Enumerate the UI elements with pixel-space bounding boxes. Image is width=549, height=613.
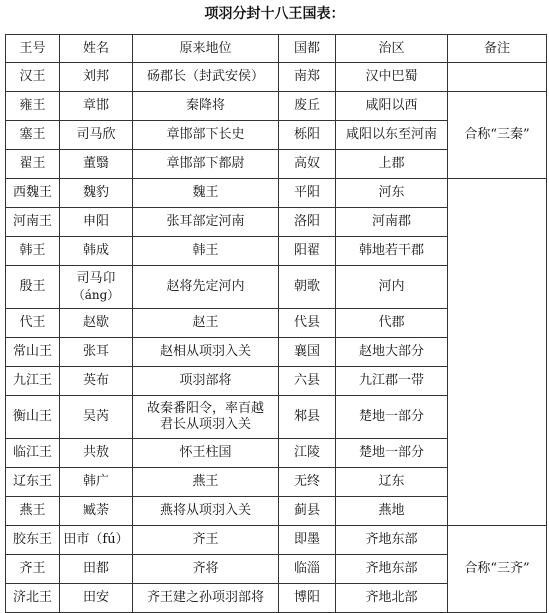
cell-title: 衡山王	[6, 396, 60, 439]
table-row	[6, 92, 547, 121]
cell-capital: 即墨	[279, 526, 336, 555]
header-title: 王号	[6, 35, 60, 63]
cell-name: 章邯	[60, 92, 133, 121]
cell-capital: 朝歌	[279, 266, 336, 309]
cell-origin: 韩王	[133, 237, 279, 266]
origin-line: 故秦番阳令，率百越	[146, 401, 264, 416]
cell-name: 魏豹	[60, 179, 133, 208]
cell-capital: 代县	[279, 309, 336, 338]
cell-name: 臧荼	[60, 497, 133, 526]
cell-origin: 章邯部下都尉	[133, 150, 279, 179]
cell-title: 汉王	[6, 63, 60, 92]
note-three-qi: 合称“三齐”	[448, 526, 547, 613]
cell-region: 河南郡	[336, 208, 448, 237]
cell-name	[60, 266, 133, 309]
header-capital: 国都	[279, 35, 336, 63]
cell-region: 辽东	[336, 468, 448, 497]
header-region: 治区	[336, 35, 448, 63]
cell-region: 代郡	[336, 309, 448, 338]
name-line: 司马卬	[76, 271, 116, 286]
cell-title: 殷王	[6, 266, 60, 309]
cell-capital: 江陵	[279, 439, 336, 468]
page-title: 项羽分封十八王国表：	[204, 6, 345, 22]
cell-region: 燕地	[336, 497, 448, 526]
header-note: 备注	[448, 35, 547, 63]
cell-name: 吴芮	[60, 396, 133, 439]
cell-capital: 邾县	[279, 396, 336, 439]
cell-capital: 六县	[279, 367, 336, 396]
cell-title: 韩王	[6, 237, 60, 266]
cell-name: 田都	[60, 555, 133, 584]
cell-note-empty	[448, 179, 547, 526]
cell-capital: 襄国	[279, 338, 336, 367]
cell-name: 田市（fú）	[60, 526, 133, 555]
cell-region: 赵地大部分	[336, 338, 448, 367]
cell-title: 常山王	[6, 338, 60, 367]
cell-title: 河南王	[6, 208, 60, 237]
cell-region: 汉中巴蜀	[336, 63, 448, 92]
cell-region: 楚地一部分	[336, 439, 448, 468]
cell-origin: 赵将先定河内	[133, 266, 279, 309]
cell-capital: 蓟县	[279, 497, 336, 526]
cell-capital: 平阳	[279, 179, 336, 208]
cell-region: 韩地若干郡	[336, 237, 448, 266]
cell-origin: 燕将从项羽入关	[133, 497, 279, 526]
cell-title: 九江王	[6, 367, 60, 396]
cell-origin: 秦降将	[133, 92, 279, 121]
cell-capital: 洛阳	[279, 208, 336, 237]
cell-title: 雍王	[6, 92, 60, 121]
header-name: 姓名	[60, 35, 133, 63]
cell-origin: 齐王	[133, 526, 279, 555]
cell-title: 临江王	[6, 439, 60, 468]
table-row	[6, 526, 547, 555]
cell-origin: 项羽部将	[133, 367, 279, 396]
cell-region: 齐地东部	[336, 555, 448, 584]
header-origin: 原来地位	[133, 35, 279, 63]
cell-capital: 无终	[279, 468, 336, 497]
cell-name: 赵歇	[60, 309, 133, 338]
cell-title: 代王	[6, 309, 60, 338]
cell-name: 共敖	[60, 439, 133, 468]
cell-capital: 栎阳	[279, 121, 336, 150]
cell-title: 辽东王	[6, 468, 60, 497]
cell-capital: 高奴	[279, 150, 336, 179]
cell-name: 申阳	[60, 208, 133, 237]
cell-name: 田安	[60, 584, 133, 613]
cell-origin: 砀郡长（封武安侯）	[133, 63, 279, 92]
cell-name: 韩广	[60, 468, 133, 497]
cell-origin: 齐将	[133, 555, 279, 584]
cell-region: 楚地一部分	[336, 396, 448, 439]
cell-region: 九江郡一带	[336, 367, 448, 396]
origin-line: 君长从项羽入关	[159, 417, 251, 432]
cell-origin: 张耳部定河南	[133, 208, 279, 237]
cell-name: 英布	[60, 367, 133, 396]
cell-title: 胶东王	[6, 526, 60, 555]
table-row	[6, 179, 547, 208]
cell-region: 齐地东部	[336, 526, 448, 555]
note-three-qin: 合称“三秦”	[448, 92, 547, 179]
cell-capital: 博阳	[279, 584, 336, 613]
cell-name: 司马欣	[60, 121, 133, 150]
cell-capital: 南郑	[279, 63, 336, 92]
cell-title: 济北王	[6, 584, 60, 613]
cell-region: 河东	[336, 179, 448, 208]
cell-origin: 燕王	[133, 468, 279, 497]
cell-region: 咸阳以西	[336, 92, 448, 121]
cell-origin: 赵相从项羽入关	[133, 338, 279, 367]
name-pronunciation: （áng）	[72, 288, 120, 302]
cell-region: 齐地北部	[336, 584, 448, 613]
cell-origin	[133, 396, 279, 439]
cell-capital: 废丘	[279, 92, 336, 121]
cell-origin: 赵王	[133, 309, 279, 338]
cell-title: 塞王	[6, 121, 60, 150]
cell-region: 河内	[336, 266, 448, 309]
cell-name: 韩成	[60, 237, 133, 266]
cell-origin: 魏王	[133, 179, 279, 208]
table-row	[6, 63, 547, 92]
cell-title: 齐王	[6, 555, 60, 584]
cell-origin: 齐王建之孙项羽部将	[133, 584, 279, 613]
cell-title: 西魏王	[6, 179, 60, 208]
cell-capital: 临淄	[279, 555, 336, 584]
cell-origin: 章邯部下长史	[133, 121, 279, 150]
table-header-row	[6, 35, 547, 63]
cell-name: 张耳	[60, 338, 133, 367]
kingdoms-table	[5, 34, 547, 613]
cell-note-empty	[448, 63, 547, 92]
cell-region: 上郡	[336, 150, 448, 179]
cell-title: 燕王	[6, 497, 60, 526]
cell-title: 翟王	[6, 150, 60, 179]
cell-region: 咸阳以东至河南	[336, 121, 448, 150]
cell-name: 刘邦	[60, 63, 133, 92]
cell-origin: 怀王柱国	[133, 439, 279, 468]
cell-name: 董翳	[60, 150, 133, 179]
cell-capital: 阳翟	[279, 237, 336, 266]
